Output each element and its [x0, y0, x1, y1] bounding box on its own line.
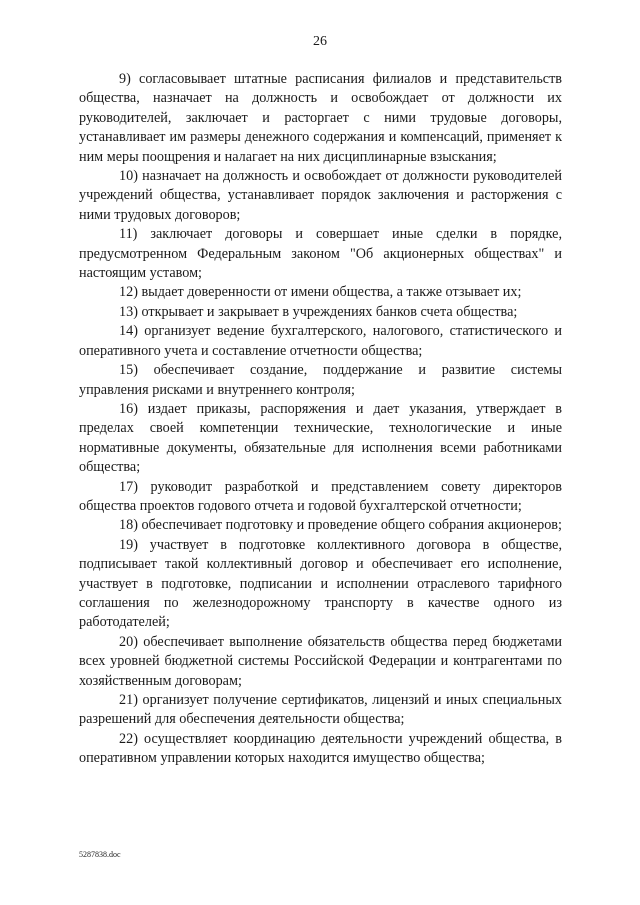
list-item-9: 9) согласовывает штатные расписания филиалов и представительств общества, назначает на должность и освобождает от должности их руководителей, заключает и расторгает с ними трудовые договоры, устанавливает им размеры денежного содержания и компенсаций, применяет к ним меры поощрения и налагает на них дисциплинарные взыскания; — [79, 71, 562, 165]
list-item-18: 18) обеспечивает подготовку и проведение общего собрания акционеров; — [119, 517, 562, 534]
list-item-16: 16) издает приказы, распоряжения и дает указания, утверждает в пределах своей компетенции технические, технологические и иные нормативные документы, обязательные для исполнения всеми работниками общества; — [79, 400, 562, 476]
list-item-17: 17) руководит разработкой и представлением совету директоров общества проектов годового отчета и годовой бухгалтерской отчетности; — [79, 478, 562, 514]
list-item-12: 12) выдает доверенности от имени общества, а также отзывает их; — [119, 284, 522, 301]
list-item-22: 22) осуществляет координацию деятельности учреждений общества, в оперативном управлении которых находится имущество общества; — [79, 730, 562, 767]
list-item-14: 14) организует ведение бухгалтерского, налогового, статистического и оперативного учета и составление отчетности общества; — [79, 323, 562, 359]
list-item-11: 11) заключает договоры и совершает иные сделки в порядке, предусмотренном Федеральным законом "Об акционерных обществах" и настоящим уставом; — [79, 226, 562, 282]
list-item-10: 10) назначает на должность и освобождает от должности руководителей учреждений общества, устанавливает порядок заключения и расторжения с ними трудовых договоров; — [79, 168, 562, 223]
page-number: 26 — [313, 34, 327, 49]
document-file-id: 5287838.doc — [79, 850, 121, 859]
list-item-20: 20) обеспечивает выполнение обязательств общества перед бюджетами всех уровней бюджетной системы Российской Федерации и контрагентами по хозяйственным договорам; — [79, 633, 562, 689]
list-item-19: 19) участвует в подготовке коллективного договора в обществе, подписывает такой коллективный договор и обеспечивает его исполнение, участвует в подготовке, подписании и исполнении отраслевого тарифного соглашения по железнодорожному транспорту в качестве одного из работодателей; — [79, 536, 562, 631]
document-body — [79, 70, 562, 769]
list-item-21: 21) организует получение сертификатов, лицензий и иных специальных разрешений для обеспечения деятельности общества; — [79, 692, 562, 728]
list-item-13: 13) открывает и закрывает в учреждениях банков счета общества; — [119, 303, 518, 320]
list-item-15: 15) обеспечивает создание, поддержание и развитие системы управления рисками и внутреннего контроля; — [79, 362, 562, 398]
